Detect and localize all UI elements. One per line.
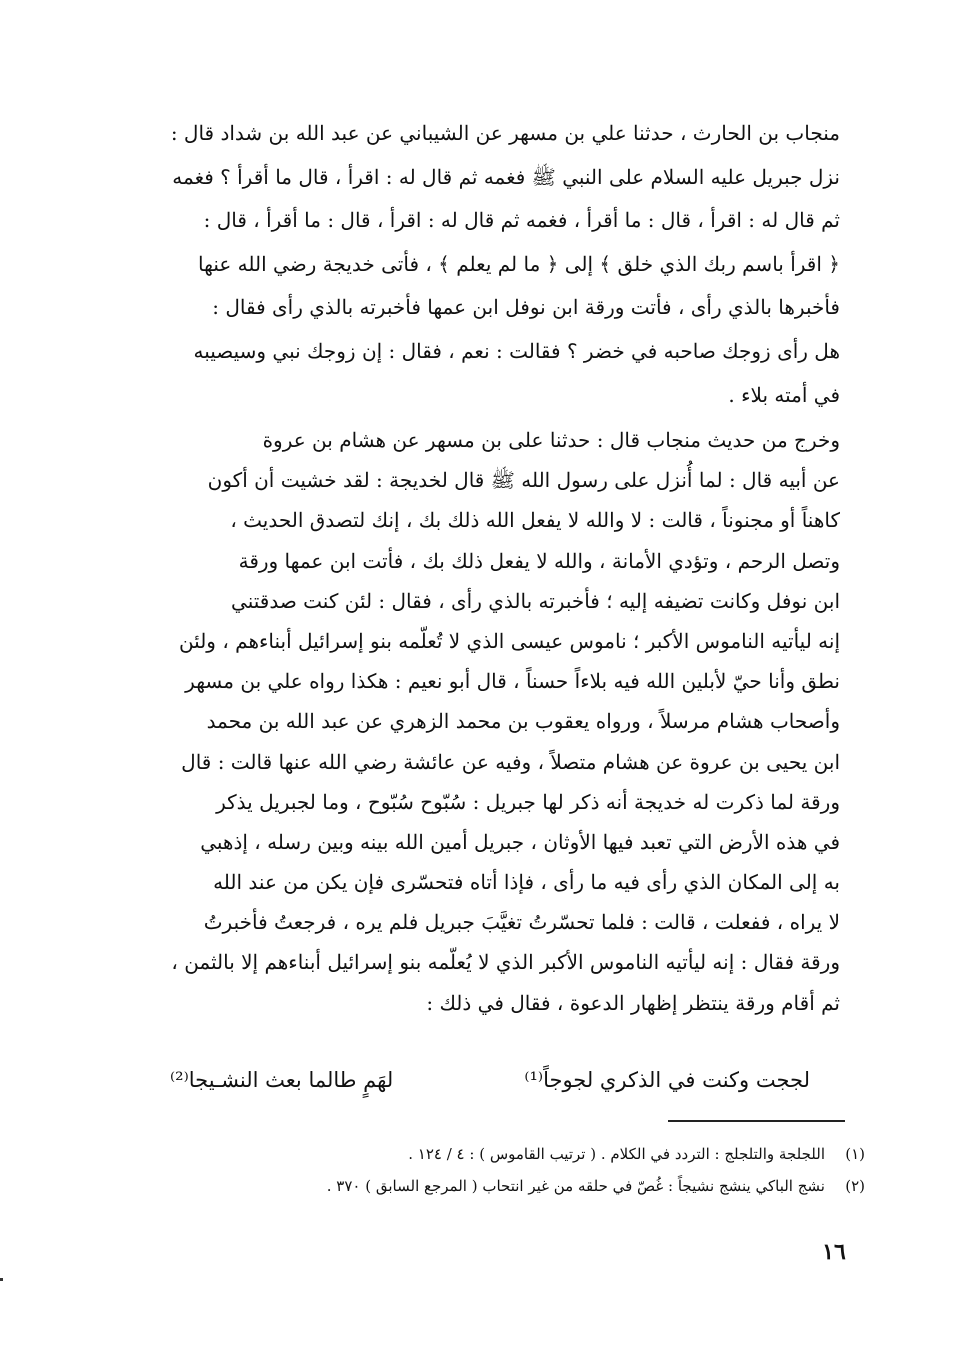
verse-second-hemistich: لهَمٍ طالما بعث النشـيجا⁽²⁾ xyxy=(170,1068,394,1092)
text-line: منجاب بن الحارث ، حدثنا علي بن مسهر عن الشيباني عن عبد الله بن شداد قال : xyxy=(170,121,840,145)
text-line: في أمته بلاء . xyxy=(728,382,840,407)
text-line: هل رأى زوجك صاحبه في خضر ؟ فقالت : نعم ، فقال : إن زوجك نبي وسيصيبه xyxy=(193,338,840,363)
footnote xyxy=(240,1170,865,1202)
page-number: ١٦ xyxy=(822,1239,846,1265)
text-line: ابن نوفل وكانت تضيفه إليه ؛ فأخبرته بالذي رأى ، فقال : لئن كنت صدقتني xyxy=(231,588,840,613)
footnote-separator xyxy=(668,1120,845,1122)
text-line: ورقة فقال : إنه ليأتيه الناموس الأكبر الذي لا يُعلّمه بنو إسرائيل أبناءهم إلا بالثمن ، xyxy=(171,950,840,975)
text-line: به إلى المكان الذي رأى فيه ما رأى ، فإذا أتاه فتحسّرى فإن يكن من عند الله xyxy=(213,870,840,895)
scan-mark xyxy=(0,1278,3,1281)
text-line: ثم أقام ورقة ينتظر إظهار الدعوة ، فقال في ذلك : xyxy=(426,990,840,1015)
text-line: ثم قال له : اقرأ ، قال : ما أقرأ ، فغمه ثم قال له : اقرأ ، قال : ما أقرأ ، قال : xyxy=(203,208,840,233)
footnote xyxy=(240,1138,865,1170)
poem-verse xyxy=(170,1060,810,1100)
verse-first-hemistich: لججت وكنت في الذكري لجوجاً⁽¹⁾ xyxy=(524,1068,810,1092)
footnotes xyxy=(240,1138,865,1202)
text-line: عن أبيه قال : لما أُنزل على رسول الله ﷺ قال لخديجة : لقد خشيت أن أكون xyxy=(207,468,840,493)
text-line: وتصل الرحم ، وتؤدي الأمانة ، والله لا يفعل ذلك بك ، فأتت ابن عمها ورقة xyxy=(238,548,840,573)
text-line: وأصحاب هشام مرسلاً ، ورواه يعقوب بن محمد الزهري عن عبد الله بن محمد xyxy=(206,709,840,734)
paragraph-2 xyxy=(118,420,840,1023)
footnote-number: (٢) xyxy=(845,1177,865,1195)
text-line: نزل جبريل عليه السلام على النبي ﷺ فغمه ثم قال له : اقرأ ، قال ما أقرأ ؟ فغمه xyxy=(172,164,840,189)
text-line: ﴿ اقرأ باسم ربك الذي خلق ﴾ إلى ﴿ ما لم يعلم ﴾ ، فأتى خديجة رضي الله عنها xyxy=(198,251,840,276)
text-line: إنه ليأتيه الناموس الأكبر ؛ ناموس عيسى الذي لا تُعلّمه بنو إسرائيل أبناءهم ، ولئن xyxy=(178,628,840,653)
text-line: فأخبرها بالذي رأى ، فأتت ورقة ابن نوفل ابن عمها فأخبرته بالذي رأى فقال : xyxy=(212,295,840,320)
text-line: وخرج من حديث منجاب قال : حدثنا على بن مسهر عن هشام بن عروة xyxy=(262,428,840,452)
text-line: نطق وأنا حيّ لأبلين الله فيه بلاءاً حسناً ، قال أبو نعيم : هكذا رواه علي بن مسهر xyxy=(185,669,840,694)
footnote-number: (١) xyxy=(845,1145,865,1163)
text-line: ابن يحيى بن عروة عن هشام متصلاً ، وفيه عن عائشة رضي الله عنها قالت : قال xyxy=(181,749,840,774)
footnote-text: نشج الباكي ينشج نشيجاً : غُصّ في حلقه من غير انتحاب ( المرجع السابق ) ٣٧٠ . xyxy=(326,1177,825,1195)
text-line: ورقة لما ذكرت له خديجة أنه ذكر لها جبريل : سُبّوح سُبّوح ، وما لجبريل يذكر xyxy=(216,789,840,814)
paragraph-1 xyxy=(118,112,840,417)
text-line: لا يراه ، ففعلت ، قالت : فلما تحسّرتُ تغيَّبَ جبريل فلم يره ، فرجعتُ فأخبرتُ xyxy=(203,910,840,935)
text-line: في هذه الأرض التي تعبد فيها الأوثان ، جبريل أمين الله بينه وبين رسله ، إذهبي xyxy=(200,829,840,854)
footnote-text: اللجلجة والتلجلج : التردد في الكلام . ( ترتيب القاموس ) : ٤ / ١٢٤ . xyxy=(408,1145,825,1163)
text-line: كاهناً أو مجنوناً ، قالت : لا والله لا يفعل الله ذلك بك ، إنك لتصدق الحديث ، xyxy=(230,508,840,533)
